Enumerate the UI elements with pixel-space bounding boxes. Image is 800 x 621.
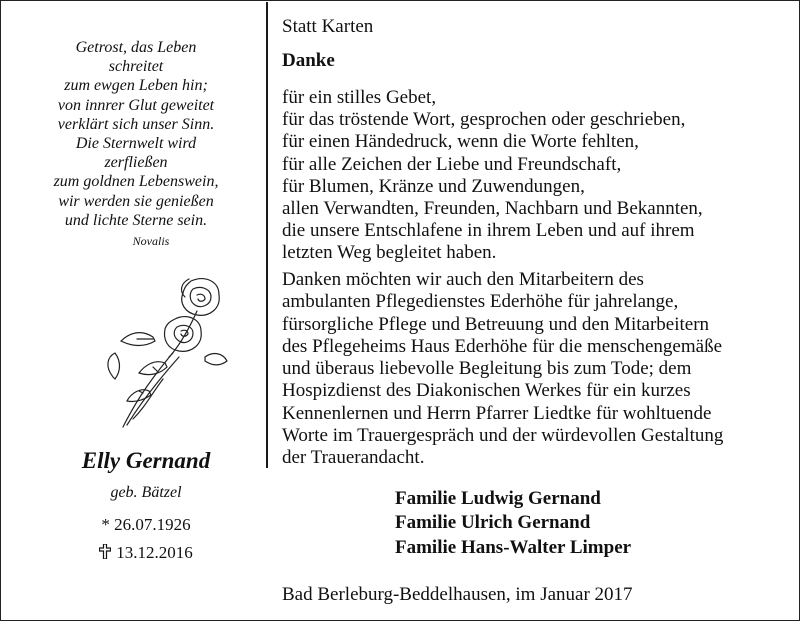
thanks-line: für einen Händedruck, wenn die Worte fehlten, <box>282 131 639 153</box>
thanks-line: für Blumen, Kränze und Zuwendungen, <box>282 175 585 197</box>
staff-line: und überaus liebevolle Begleitung bis zum Tode; dem <box>282 358 692 380</box>
thanks-line: letzten Weg begleitet haben. <box>282 242 497 264</box>
poem-author: Novalis <box>132 234 170 248</box>
left-column <box>1 1 266 620</box>
poem-line: und lichte Sterne sein. <box>64 211 208 229</box>
deceased-name: Elly Gernand <box>81 448 211 473</box>
poem-line: verklärt sich unser Sinn. <box>57 115 215 133</box>
birth-name: geb. Bätzel <box>110 484 182 501</box>
thanks-line: die unsere Entschlafene in ihrem Leben und auf ihrem <box>282 220 695 242</box>
poem-line: Getrost, das Leben <box>75 39 197 56</box>
statt-karten: Statt Karten <box>282 16 374 37</box>
death-date-line <box>21 543 271 563</box>
poem-line: zum ewgen Leben hin; <box>64 77 208 95</box>
family-name: Familie Hans-Walter Limper <box>395 536 632 558</box>
danke-heading: Danke <box>282 50 335 71</box>
poem-line: von innrer Glut geweitet <box>57 96 215 114</box>
staff-line: Kennenlernen und Herrn Pfarrer Liedtke für wohltuende <box>282 402 712 424</box>
rose-illustration <box>93 267 233 432</box>
cross-icon <box>99 544 111 559</box>
column-divider <box>266 2 268 468</box>
poem-line: schreitet <box>108 58 164 76</box>
thanks-line: für ein stilles Gebet, <box>282 87 437 108</box>
thanks-line: für das tröstende Wort, gesprochen oder geschrieben, <box>282 109 686 131</box>
family-name: Familie Ulrich Gernand <box>395 512 591 534</box>
staff-line: Danken möchten wir auch den Mitarbeitern des <box>282 269 644 290</box>
poem-line: Die Sternwelt wird <box>75 135 197 153</box>
family-name: Familie Ludwig Gernand <box>395 488 601 509</box>
poem-line: zum goldnen Lebenswein, <box>53 173 219 191</box>
poem-line: zerfließen <box>104 154 168 172</box>
staff-line: des Pflegeheims Haus Ederhöhe für die menschengemäße <box>282 335 723 357</box>
staff-line: Worte im Trauergespräch und der würdevollen Gestaltung <box>282 425 724 447</box>
staff-line: fürsorgliche Pflege und Betreuung und den Mitarbeitern <box>282 313 710 335</box>
thanks-line: allen Verwandten, Freunden, Nachbarn und Bekannten, <box>282 198 703 220</box>
family-signatures <box>395 487 775 560</box>
thanks-paragraph <box>282 87 792 265</box>
poem <box>11 38 261 230</box>
poem-line: wir werden sie genießen <box>58 192 214 210</box>
staff-line: ambulanten Pflegedienstes Ederhöhe für jahrelange, <box>282 291 679 313</box>
birth-date: * 26.07.1926 <box>101 515 191 534</box>
place-and-date: Bad Berleburg-Beddelhausen, im Januar 2017 <box>282 584 633 605</box>
thanks-line: für alle Zeichen der Liebe und Freundschaft, <box>282 153 622 175</box>
staff-thanks-paragraph <box>282 269 792 470</box>
death-date: 13.12.2016 <box>116 543 193 562</box>
staff-line: der Trauerandacht. <box>282 447 425 469</box>
staff-line: Hospizdienst des Diakonischen Werkes für ein kurzes <box>282 380 691 402</box>
